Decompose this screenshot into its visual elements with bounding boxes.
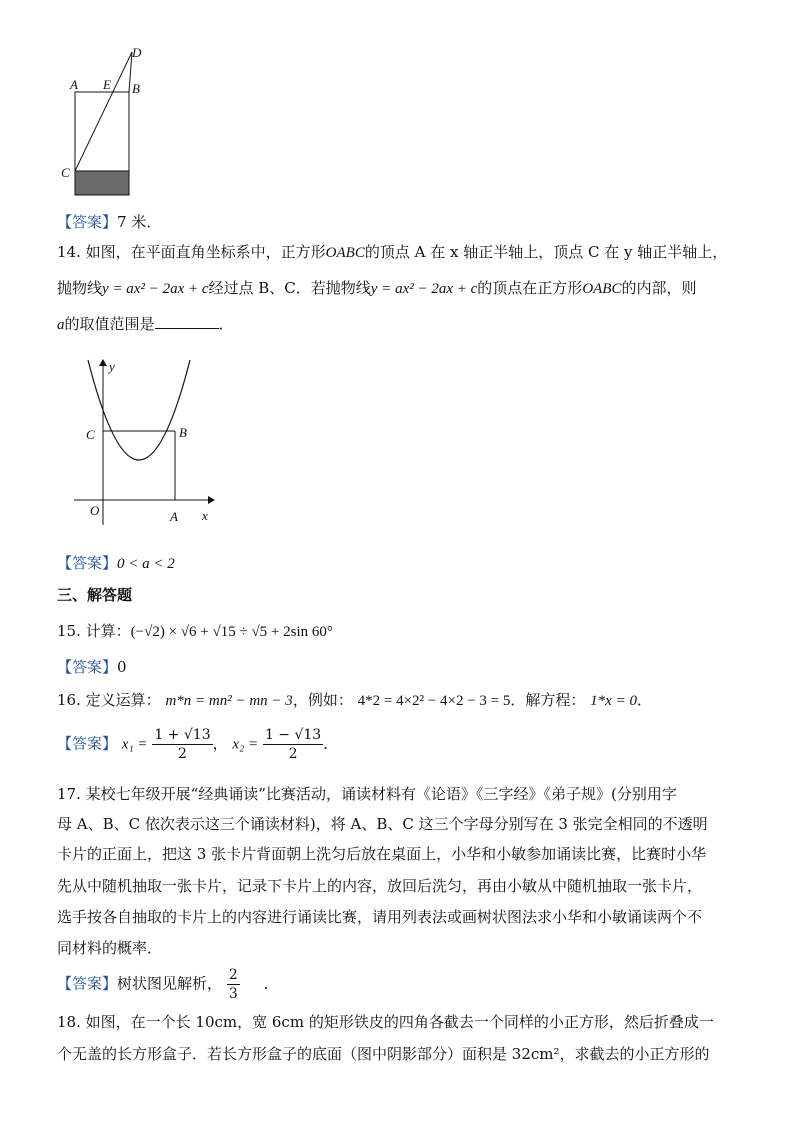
parabola-formula: y = ax² − 2ax + c (370, 281, 478, 297)
example: 4*2 = 4×2² − 4×2 − 3 = 5 (357, 693, 511, 709)
q17-line1 (57, 784, 677, 804)
square-name: OABC (325, 245, 365, 261)
label-b: B (179, 425, 187, 440)
question-text: ． (218, 315, 234, 333)
q14-line2 (57, 278, 697, 299)
question-text: 计算： (85, 622, 131, 640)
question-number: 17. (57, 785, 81, 803)
question-text: 经过点 B、C．若抛物线 (208, 279, 371, 297)
q17-line4: 先从中随机抽取一张卡片，记录下卡片上的内容，放回后洗匀，再由小敏从中随机抽取一张卡片， (57, 877, 703, 895)
answer-text: 0 < a < 2 (117, 556, 175, 572)
answer-text: 0 (117, 658, 127, 676)
label-x: x (202, 508, 208, 523)
x1-denominator: 2 (178, 746, 187, 762)
x2-numerator: 1 − √13 (264, 727, 322, 743)
q14-line3 (57, 314, 234, 335)
q13-answer (57, 212, 161, 232)
x1-numerator: 1 + √13 (154, 727, 211, 743)
question-text: 如图，在平面直角坐标系中，正方形 (85, 243, 326, 261)
question-text: 如图，在一个长 10cm，宽 6cm 的矩形铁皮的四角各截去一个同样的小正方形，然后折叠成一 (85, 1013, 714, 1031)
label-c: C (61, 165, 70, 180)
question-text: ． (636, 691, 652, 709)
q17-line5: 选手按各自抽取的卡片上的内容进行诵读比赛，请用列表法或画树状图法求小华和小敏诵读两个不 (57, 908, 703, 926)
question-number: 16. (57, 691, 81, 709)
q17-line2: 母 A、B、C 依次表示这三个诵读材料)，将 A、B、C 这三个字母分别写在 3 张完全相同的不透明 (57, 815, 708, 833)
expression: (−√2) × √6 + √15 ÷ √5 + 2sin 60° (130, 624, 333, 640)
question-text: 的顶点在正方形 (477, 279, 583, 297)
label-a: A (70, 77, 78, 92)
answer-tag: 【答案】 (57, 658, 118, 676)
question-number: 15. (57, 622, 81, 640)
label-d: D (132, 45, 142, 60)
square-name: OABC (582, 281, 622, 297)
figure-q13 (55, 42, 155, 202)
q14-answer (57, 553, 175, 574)
figure-q14 (70, 355, 230, 530)
question-text: 抛物线 (57, 279, 103, 297)
answer-tag: 【答案】 (57, 213, 118, 231)
variable-a: a (57, 317, 65, 333)
fraction-numerator: 2 (228, 967, 238, 983)
x2-label: x₂ = (232, 736, 259, 753)
x2-fraction (263, 726, 323, 763)
shaded-region (75, 171, 129, 195)
definition: m*n = mn² − mn − 3 (165, 693, 293, 709)
answer-tag: 【答案】 (57, 974, 118, 993)
question-text: 定义运算： (85, 691, 161, 709)
fraction-denominator: 3 (228, 986, 238, 1002)
end-mark: ． (323, 734, 339, 753)
answer-text: 树状图见解析， (117, 974, 223, 993)
q15-answer (57, 657, 127, 677)
question-number: 18. (57, 1013, 81, 1031)
question-text: ．解方程： (510, 691, 586, 709)
label-c: C (86, 427, 95, 442)
x1-fraction (152, 726, 212, 763)
label-e: E (103, 77, 111, 92)
end-mark: ． (263, 974, 279, 993)
label-b: B (132, 81, 140, 96)
line-cd (75, 52, 132, 171)
section-title: 三、解答题 (57, 586, 133, 604)
q18-line1 (57, 1012, 714, 1032)
question-text: ，例如： (292, 691, 353, 709)
parabola-formula: y = ax² − 2ax + c (102, 281, 209, 297)
label-y: y (109, 359, 115, 374)
answer-text: 7 米． (117, 213, 162, 231)
q16-answer (57, 726, 338, 766)
probability-fraction (227, 966, 240, 1003)
q16-line (57, 690, 652, 711)
q17-line6: 同材料的概率． (57, 939, 163, 957)
separator: ， (212, 734, 228, 753)
equation: 1*x = 0 (590, 693, 637, 709)
q15-line (57, 621, 333, 642)
x2-denominator: 2 (288, 746, 298, 762)
q18-line2: 个无盖的长方形盒子．若长方形盒子的底面（图中阴影部分）面积是 32cm²，求截去的小正方形的 (57, 1045, 710, 1063)
question-text: 的取值范围是 (64, 315, 155, 333)
answer-blank (155, 314, 219, 329)
question-text: 某校七年级开展“经典诵读”比赛活动，诵读材料有《论语》《三字经》《弟子规》(分别用字 (85, 785, 677, 803)
q17-answer (57, 966, 279, 1006)
q17-line3: 卡片的正面上，把这 3 张卡片背面朝上洗匀后放在桌面上，小华和小敏参加诵读比赛，比赛时小华 (57, 845, 707, 863)
answer-tag: 【答案】 (57, 554, 118, 572)
question-text: 的内部，则 (621, 279, 697, 297)
label-a: A (170, 509, 178, 524)
q14-line1 (57, 242, 727, 263)
answer-tag: 【答案】 (57, 734, 118, 753)
question-number: 14. (57, 243, 81, 261)
label-o: O (90, 503, 100, 518)
x1-label: x₁ = (121, 736, 148, 753)
question-text: 的顶点 A 在 x 轴正半轴上，顶点 C 在 y 轴正半轴上， (364, 243, 728, 261)
